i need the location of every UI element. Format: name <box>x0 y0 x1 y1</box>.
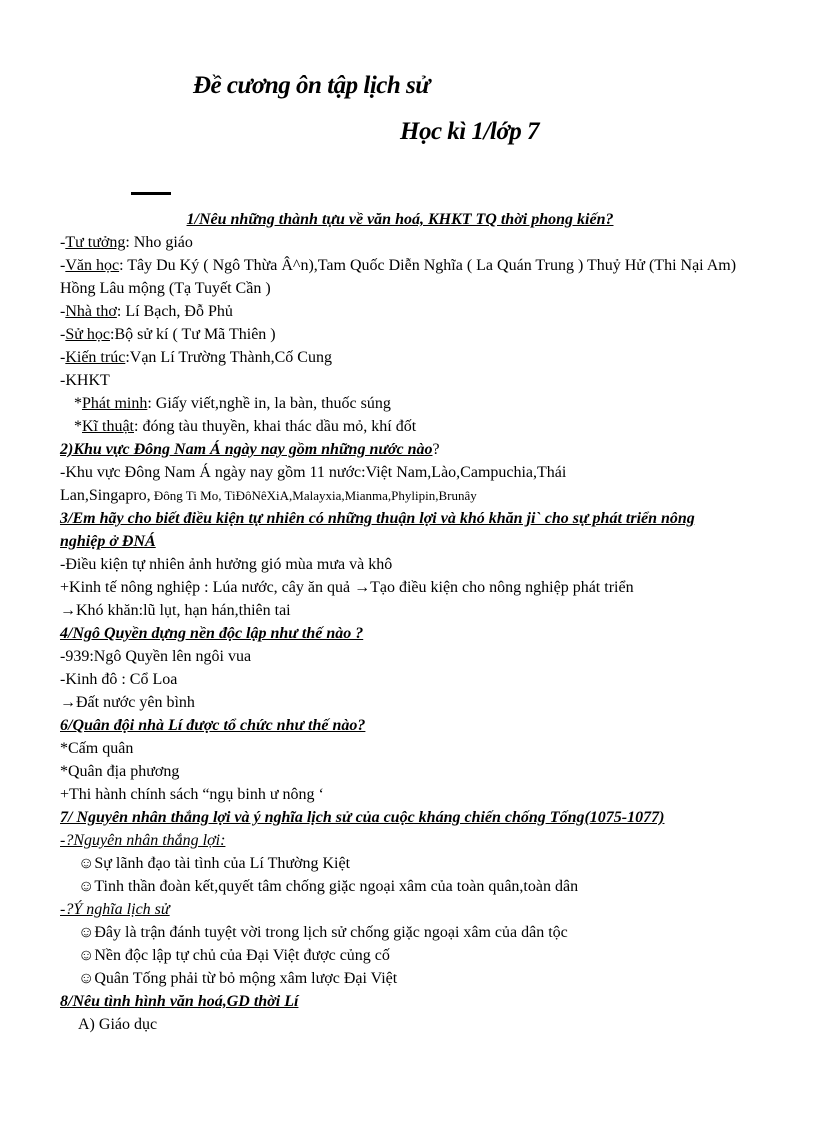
text: Sự lãnh đạo tài tình của Lí Thường Kiệt <box>94 855 351 872</box>
s8-line-1: A) Giáo dục <box>78 1016 158 1033</box>
smiley-icon: ☺ <box>78 947 95 964</box>
text: +Kinh tế nông nghiệp : Lúa nước, cây ăn quả <box>60 579 355 596</box>
s7-item-1 <box>60 852 740 875</box>
s3-line-1: -Điều kiện tự nhiên ảnh hưởng gió mùa mưa và khô <box>60 556 393 573</box>
s7-item-3 <box>60 921 740 944</box>
s1-khkt: -KHKT <box>60 372 110 389</box>
text: Nền độc lập tự chủ của Đại Việt được củng cố <box>94 947 390 964</box>
s6-line-3: +Thi hành chính sách “ngụ binh ư nông ‘ <box>60 786 324 803</box>
section-7-heading: 7/ Nguyên nhân thắng lợi và ý nghĩa lịch sử của cuộc kháng chiến chống Tống(1075-1077) <box>60 809 665 826</box>
s7-subheading-causes: -?Nguyên nhân thắng lợi: <box>60 832 226 849</box>
document-title: Đề cương ôn tập lịch sử <box>193 72 430 99</box>
text-small: Đông Ti Mo, TiĐôNêXiA,Malayxia,Mianma,Phylipin,Brunây <box>150 488 477 503</box>
section-6-heading: 6/Quân đội nhà Lí được tổ chức như thế nào? <box>60 717 366 734</box>
text: Tạo điều kiện cho nông nghiệp phát triển <box>370 579 634 596</box>
arrow-icon: → <box>60 694 76 711</box>
value: : Lí Bạch, Đỗ Phủ <box>116 303 233 320</box>
s7-item-2 <box>60 875 740 898</box>
section-2-heading <box>60 438 740 461</box>
text: Đất nước yên bình <box>76 694 195 711</box>
document-body <box>60 208 740 1036</box>
smiley-icon: ☺ <box>78 855 95 872</box>
s4-line-3 <box>60 691 740 714</box>
heading-question: ? <box>432 441 440 458</box>
smiley-icon: ☺ <box>78 878 95 895</box>
s1-tu-tuong: -Tư tưởng: Nho giáo <box>60 234 193 251</box>
text: Khó khăn:lũ lụt, hạn hán,thiên tai <box>76 602 291 619</box>
label: Nhà thơ <box>65 303 117 320</box>
s4-line-1: -939:Ngô Quyền lên ngôi vua <box>60 648 252 665</box>
smiley-icon: ☺ <box>78 970 95 987</box>
label: Sử học <box>65 326 110 343</box>
value: : Tây Du Ký ( Ngô Thừa Â^n),Tam Quốc Diễn Nghĩa ( La Quán Trung ) Thuỷ Hử (Thi Nại Am) Hồng Lâu mộng (Tạ Tuyết Cần ) <box>60 257 737 297</box>
s1-van-hoc: -Văn học: Tây Du Ký ( Ngô Thừa Â^n),Tam Quốc Diễn Nghĩa ( La Quán Trung ) Thuỷ Hử (Thi Nại Am) Hồng Lâu mộng (Tạ Tuyết Cần ) <box>60 257 737 297</box>
arrow-icon: → <box>60 602 76 619</box>
s1-kien-truc: -Kiến trúc:Vạn Lí Trường Thành,Cố Cung <box>60 349 332 366</box>
s3-line-2 <box>60 576 740 599</box>
s7-item-4 <box>60 944 740 967</box>
divider-rule <box>131 192 171 195</box>
s4-line-2: -Kinh đô : Cổ Loa <box>60 671 178 688</box>
label: Văn học <box>65 257 120 274</box>
s6-line-1: *Cấm quân <box>60 740 134 757</box>
s1-phat-minh: *Phát minh: Giấy viết,nghề in, la bàn, thuốc súng <box>74 395 391 412</box>
s1-nha-tho: -Nhà thơ: Lí Bạch, Đỗ Phủ <box>60 303 233 320</box>
label: Kĩ thuật <box>82 418 134 435</box>
section-3-heading: 3/Em hãy cho biết điều kiện tự nhiên có những thuận lợi và khó khăn ji` cho sự phát triển nông nghiệp ở ĐNÁ <box>60 510 695 550</box>
text: Đây là trận đánh tuyệt vời trong lịch sử chống giặc ngoại xâm của dân tộc <box>94 924 568 941</box>
value: : Nho giáo <box>125 234 193 251</box>
s1-ki-thuat: *Kĩ thuật: đóng tàu thuyền, khai thác dầu mỏ, khí đốt <box>74 418 417 435</box>
document-subtitle: Học kì 1/lớp 7 <box>400 118 540 145</box>
label: Tư tưởng <box>65 234 126 251</box>
text: Lan,Singapro, <box>60 487 151 504</box>
smiley-icon: ☺ <box>78 924 95 941</box>
s2-line-1: -Khu vực Đông Nam Á ngày nay gồm 11 nước:Việt Nam,Lào,Campuchia,Thái <box>60 464 567 481</box>
s1-su-hoc: -Sử học:Bộ sử kí ( Tư Mã Thiên ) <box>60 326 276 343</box>
s3-line-3 <box>60 599 740 622</box>
value: : Giấy viết,nghề in, la bàn, thuốc súng <box>147 395 391 412</box>
text: Quân Tống phải từ bỏ mộng xâm lược Đại Việt <box>94 970 398 987</box>
arrow-icon: → <box>354 579 371 596</box>
text: Tinh thần đoàn kết,quyết tâm chống giặc ngoại xâm của toàn quân,toàn dân <box>94 878 579 895</box>
value: :Bộ sử kí ( Tư Mã Thiên ) <box>110 326 276 343</box>
label: Phát minh <box>82 395 148 412</box>
value: : đóng tàu thuyền, khai thác dầu mỏ, khí đốt <box>134 418 417 435</box>
section-1-heading: 1/Nêu những thành tựu về văn hoá, KHKT TQ thời phong kiến? <box>186 211 614 228</box>
section-4-heading: 4/Ngô Quyền dựng nền độc lập như thế nào ? <box>60 625 364 642</box>
s7-item-5 <box>60 967 740 990</box>
heading-text: 2)Khu vực Đông Nam Á ngày nay gồm những nước nào <box>60 441 433 458</box>
value: :Vạn Lí Trường Thành,Cố Cung <box>125 349 332 366</box>
s7-subheading-meaning: -?Ý nghĩa lịch sử <box>60 901 170 918</box>
label: Kiến trúc <box>65 349 126 366</box>
s6-line-2: *Quân địa phương <box>60 763 180 780</box>
s2-line-2 <box>60 484 740 507</box>
section-8-heading: 8/Nêu tình hình văn hoá,GD thời Lí <box>60 993 299 1010</box>
